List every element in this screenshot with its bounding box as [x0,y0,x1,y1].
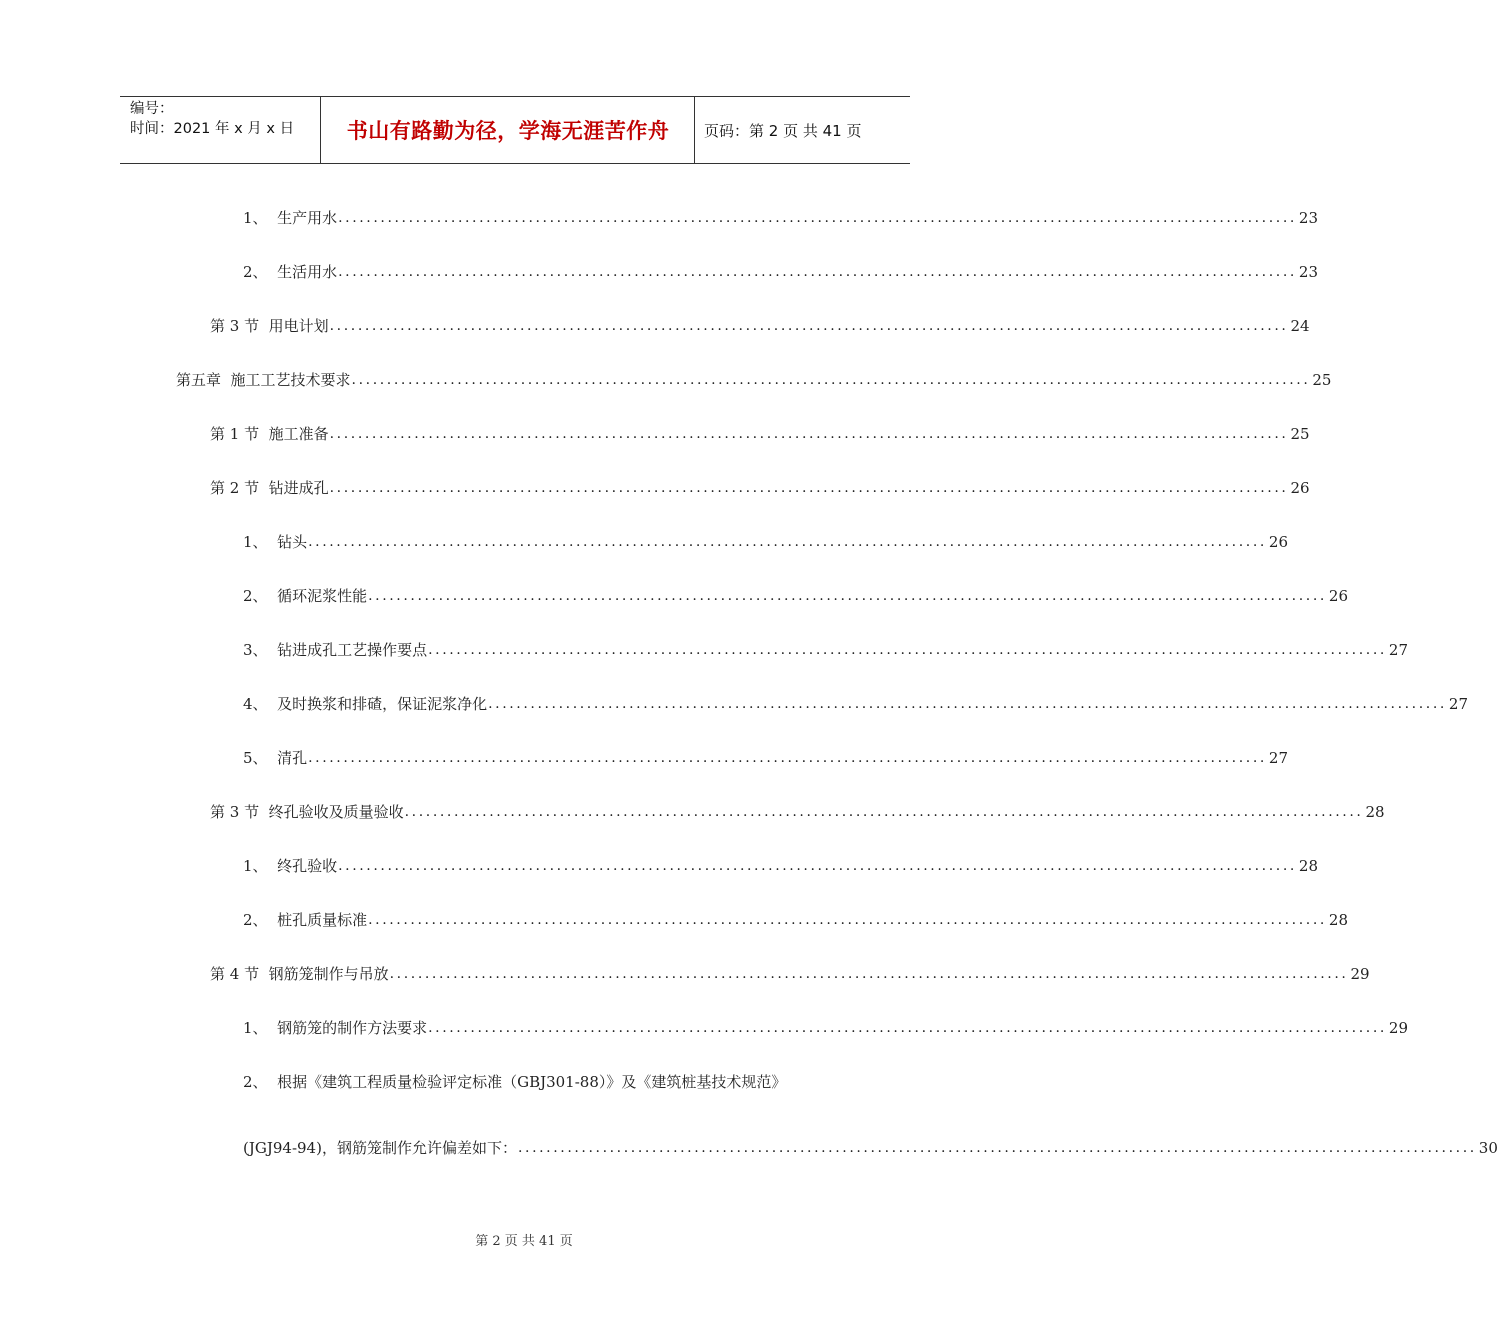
toc-leader: ........................................................................................................................................ [338,264,1297,280]
toc-leader: ........................................................................................................................................ [428,1020,1387,1036]
toc-entry-label: 1、 终孔验收 [243,857,338,875]
toc-entry-wrapped-line[interactable]: 2、 根据《建筑工程质量检验评定标准（GBJ301-88）》及《建筑桩基技术规范》 [243,1073,787,1091]
toc-entry[interactable] [210,801,1385,823]
toc-entry-page: 24 [1290,317,1310,335]
toc-entry-label: 第 1 节 施工准备 [210,425,329,443]
page-footer: 第 2 页 共 41 页 [475,1234,573,1249]
toc-entry-label: 1、 钢筋笼的制作方法要求 [243,1019,428,1037]
toc-entry-label: 5、 清孔 [243,749,308,767]
toc-leader: ........................................................................................................................................ [308,534,1267,550]
toc-entry-page: 26 [1328,587,1349,605]
toc-leader: ........................................................................................................................................ [404,804,1364,820]
toc-entry-page: 25 [1312,371,1332,389]
toc-entry[interactable] [243,207,1319,229]
toc-entry[interactable] [243,1137,1498,1159]
toc-entry[interactable] [210,477,1310,499]
toc-entry-page: 27 [1388,641,1409,659]
toc-entry-page: 23 [1298,263,1319,281]
toc-entry-page: 28 [1365,803,1385,821]
toc-entry[interactable] [243,855,1319,877]
toc-entry-label: 第 3 节 用电计划 [210,317,329,335]
toc-entry[interactable] [210,315,1310,337]
toc-entry[interactable] [243,639,1409,661]
toc-leader: ........................................................................................................................................ [329,480,1289,496]
toc-leader: ........................................................................................................................................ [368,588,1327,604]
toc-entry-label: 2、 循环泥浆性能 [243,587,368,605]
toc-entry-label: 第 2 节 钻进成孔 [210,479,329,497]
toc-entry[interactable] [243,909,1349,931]
toc-entry-label: (JGJ94-94)，钢筋笼制作允许偏差如下： [243,1139,517,1157]
toc-entry-label: 第 3 节 终孔验收及质量验收 [210,803,404,821]
toc-entry-label: 1、 钻头 [243,533,308,551]
toc-entry-label: 1、 生产用水 [243,209,338,227]
toc-entry[interactable] [243,585,1349,607]
toc-entry-label: 2、 桩孔质量标准 [243,911,368,929]
toc-entry[interactable] [176,369,1332,391]
toc-entry[interactable] [210,423,1310,445]
toc-leader: ........................................................................................................................................ [368,912,1327,928]
toc-leader: ........................................................................................................................................ [488,696,1447,712]
toc-leader: ........................................................................................................................................ [517,1140,1477,1156]
toc-leader: ........................................................................................................................................ [329,426,1289,442]
date-label: 时间：2021 年 x 月 x 日 [130,121,295,137]
toc-entry-label: 2、 生活用水 [243,263,338,281]
toc-entry-page: 27 [1448,695,1469,713]
toc-entry[interactable] [243,531,1289,553]
toc-entry-label: 第五章 施工工艺技术要求 [176,371,351,389]
header-motto: 书山有路勤为径，学海无涯苦作舟 [346,119,670,143]
toc-entry-page: 28 [1328,911,1349,929]
toc-entry[interactable] [243,1017,1409,1039]
serial-label: 编号： [130,101,174,117]
toc-leader: ........................................................................................................................................ [351,372,1311,388]
toc-entry[interactable] [243,261,1319,283]
toc-entry[interactable] [243,747,1289,769]
toc-entry-page: 26 [1290,479,1310,497]
toc-entry-label: 4、 及时换浆和排碴，保证泥浆净化 [243,695,488,713]
toc-entry-page: 30 [1478,1139,1498,1157]
toc-entry-page: 27 [1268,749,1289,767]
toc-entry-page: 29 [1350,965,1370,983]
toc-entry-page: 26 [1268,533,1289,551]
toc-entry[interactable] [210,963,1370,985]
header-page-info: 页码：第 2 页 共 41 页 [704,121,862,140]
toc-leader: ........................................................................................................................................ [338,210,1297,226]
toc-entry-page: 29 [1388,1019,1409,1037]
toc-entry[interactable] [243,693,1469,715]
toc-leader: ........................................................................................................................................ [338,858,1297,874]
toc-entry-page: 25 [1290,425,1310,443]
toc-leader: ........................................................................................................................................ [329,318,1289,334]
toc-leader: ........................................................................................................................................ [428,642,1387,658]
toc-entry-page: 28 [1298,857,1319,875]
toc-entry-label: 3、 钻进成孔工艺操作要点 [243,641,428,659]
toc-leader: ........................................................................................................................................ [389,966,1349,982]
toc-entry-page: 23 [1298,209,1319,227]
toc-leader: ........................................................................................................................................ [308,750,1267,766]
toc-entry-label: 第 4 节 钢筋笼制作与吊放 [210,965,389,983]
